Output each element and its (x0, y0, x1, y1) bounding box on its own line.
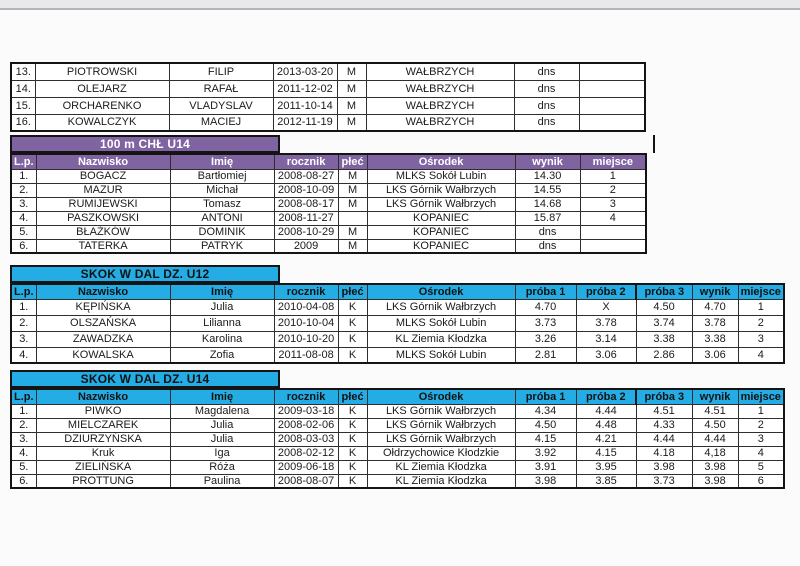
table-cell: 5 (738, 460, 784, 474)
table-row (11, 80, 645, 97)
table-cell: M (337, 63, 366, 80)
column-header: próba 3 (636, 389, 692, 404)
table-cell (579, 114, 645, 131)
table-cell: OLEJARZ (35, 80, 169, 97)
table-cell: ZIELIŃSKA (36, 460, 170, 474)
table-cell: 4.15 (515, 432, 576, 446)
table-cell: LKS Górnik Wałbrzych (367, 418, 515, 432)
table-cell: 2 (738, 315, 784, 331)
table-cell: KOPANIEC (367, 239, 515, 253)
table-row (11, 197, 646, 211)
column-header: próba 2 (576, 284, 636, 299)
table-title: SKOK W DAL DZ. U14 (10, 370, 280, 388)
table-cell: 2 (580, 183, 646, 197)
table-cell: 2. (11, 418, 36, 432)
table-cell: 14.30 (515, 169, 580, 183)
table-cell: 1 (738, 404, 784, 418)
table-cell: 3.85 (576, 474, 636, 488)
table-block-100m-chl-u14 (10, 135, 800, 254)
table-cell: 2008-10-29 (274, 225, 338, 239)
table-cell: LKS Górnik Wałbrzych (367, 432, 515, 446)
table-cell (579, 63, 645, 80)
table-cell: 4.44 (636, 432, 692, 446)
table-cell: K (338, 404, 367, 418)
table-cell: 3.98 (692, 460, 738, 474)
table-cell: 3. (11, 331, 36, 347)
table-cell: 3.98 (515, 474, 576, 488)
results-table-continuation (10, 62, 646, 132)
table-cell: 4.44 (576, 404, 636, 418)
table-cell: LKS Górnik Wałbrzych (367, 197, 515, 211)
column-header: Nazwisko (36, 389, 170, 404)
table-cell: KOWALCZYK (35, 114, 169, 131)
table-cell: Lilianna (170, 315, 274, 331)
table-cell: 2008-08-27 (274, 169, 338, 183)
table-cell: 4.34 (515, 404, 576, 418)
table-cell: Ołdrzychowice Kłodzkie (367, 446, 515, 460)
table-cell: 4 (580, 211, 646, 225)
column-header: próba 1 (515, 284, 576, 299)
table-cell: WAŁBRZYCH (366, 80, 514, 97)
table-cell: 3.74 (636, 315, 692, 331)
table-cell: 2011-12-02 (273, 80, 337, 97)
table-row (11, 169, 646, 183)
table-cell: 6 (738, 474, 784, 488)
table-cell: KL Ziemia Kłodzka (367, 460, 515, 474)
table-cell: 2010-10-20 (274, 331, 338, 347)
table-row (11, 239, 646, 253)
table-cell: TATERKA (36, 239, 170, 253)
table-cell: 4.51 (636, 404, 692, 418)
table-cell: 3.26 (515, 331, 576, 347)
table-cell: 2008-10-09 (274, 183, 338, 197)
table-row (11, 225, 646, 239)
table-cell: MAZUR (36, 183, 170, 197)
table-row (11, 347, 784, 363)
table-cell: 3.38 (636, 331, 692, 347)
table-cell: 2008-03-03 (274, 432, 338, 446)
table-cell: KOPANIEC (367, 225, 515, 239)
table-cell: 3.78 (692, 315, 738, 331)
table-cell: 2.86 (636, 347, 692, 363)
table-cell (338, 211, 367, 225)
table-row (11, 432, 784, 446)
column-header: Ośrodek (367, 389, 515, 404)
table-cell: PATRYK (170, 239, 274, 253)
table-row (11, 331, 784, 347)
table-cell (580, 239, 646, 253)
table-cell: Iga (170, 446, 274, 460)
table-cell: Róża (170, 460, 274, 474)
table-cell: Kruk (36, 446, 170, 460)
column-header: płeć (338, 154, 367, 169)
table-cell: 6. (11, 239, 36, 253)
table-right-border-line (653, 135, 655, 153)
table-cell: 2010-04-08 (274, 299, 338, 315)
table-cell: 1 (738, 299, 784, 315)
table-cell: 5. (11, 225, 36, 239)
table-cell: 3.73 (515, 315, 576, 331)
table-cell: MACIEJ (169, 114, 273, 131)
table-cell: 3.98 (692, 474, 738, 488)
table-title: 100 m CHŁ U14 (10, 135, 280, 153)
table-cell: 2008-08-17 (274, 197, 338, 211)
table-cell: 4 (738, 446, 784, 460)
table-cell: 2011-10-14 (273, 97, 337, 114)
column-header: miejsce (738, 284, 784, 299)
column-header: Ośrodek (367, 284, 515, 299)
table-cell: 1. (11, 169, 36, 183)
table-cell: 3.73 (636, 474, 692, 488)
table-cell: 3.95 (576, 460, 636, 474)
results-table-100m-chl-u14 (10, 153, 647, 254)
table-cell: WAŁBRZYCH (366, 63, 514, 80)
table-cell: K (338, 315, 367, 331)
table-cell: 3.98 (636, 460, 692, 474)
table-cell: K (338, 460, 367, 474)
table-cell: 2008-02-06 (274, 418, 338, 432)
table-cell: 2010-10-04 (274, 315, 338, 331)
table-cell: 4.70 (515, 299, 576, 315)
table-cell: M (338, 225, 367, 239)
table-cell: K (338, 299, 367, 315)
table-cell: 3.06 (692, 347, 738, 363)
table-cell: VLADYSLAV (169, 97, 273, 114)
table-cell: KL Ziemia Kłodzka (367, 474, 515, 488)
column-header: płeć (338, 284, 367, 299)
table-cell: 4.51 (692, 404, 738, 418)
column-header: L.p. (11, 389, 36, 404)
window-top-edge (0, 0, 800, 10)
table-cell: dns (515, 239, 580, 253)
table-cell: 4.21 (576, 432, 636, 446)
table-row (11, 315, 784, 331)
table-cell: OLSZAŃSKA (36, 315, 170, 331)
table-cell: BŁAŻKÓW (36, 225, 170, 239)
column-header: Imię (170, 389, 274, 404)
column-header: L.p. (11, 154, 36, 169)
table-row (11, 404, 784, 418)
results-table-skok-w-dal-dz-u14 (10, 388, 785, 489)
table-cell: 2009-06-18 (274, 460, 338, 474)
table-cell: dns (514, 97, 579, 114)
table-cell: 1. (11, 299, 36, 315)
column-header: wynik (515, 154, 580, 169)
table-cell: dns (514, 63, 579, 80)
table-cell: K (338, 418, 367, 432)
table-cell: PROTTUNG (36, 474, 170, 488)
table-cell: MLKS Sokół Lubin (367, 315, 515, 331)
table-cell: 4 (738, 347, 784, 363)
table-cell: 4. (11, 347, 36, 363)
table-cell: 2011-08-08 (274, 347, 338, 363)
table-cell: 3 (738, 432, 784, 446)
table-cell: 4.50 (636, 299, 692, 315)
table-cell: 14. (11, 80, 35, 97)
table-cell: 2.81 (515, 347, 576, 363)
table-cell: ZAWADZKA (36, 331, 170, 347)
table-cell: 14.55 (515, 183, 580, 197)
table-cell: 5. (11, 460, 36, 474)
table-cell: 4.33 (636, 418, 692, 432)
column-header: Imię (170, 154, 274, 169)
table-cell: Zofia (170, 347, 274, 363)
column-header: próba 1 (515, 389, 576, 404)
table-cell: 4. (11, 211, 36, 225)
table-cell: 3.38 (692, 331, 738, 347)
table-block-continuation (10, 62, 800, 132)
table-cell: 4.50 (692, 418, 738, 432)
table-cell: Julia (170, 418, 274, 432)
table-cell: K (338, 432, 367, 446)
column-header: Ośrodek (367, 154, 515, 169)
table-cell: 4.70 (692, 299, 738, 315)
table-cell: 3.06 (576, 347, 636, 363)
column-header: wynik (692, 389, 738, 404)
table-block-skok-w-dal-dz-u12 (10, 265, 800, 364)
table-cell: 2008-11-27 (274, 211, 338, 225)
table-cell: RAFAŁ (169, 80, 273, 97)
table-cell: WAŁBRZYCH (366, 114, 514, 131)
table-cell: 3.91 (515, 460, 576, 474)
table-cell: ANTONI (170, 211, 274, 225)
column-header: próba 2 (576, 389, 636, 404)
table-cell: 4.50 (515, 418, 576, 432)
table-row (11, 211, 646, 225)
table-cell: KL Ziemia Kłodzka (367, 331, 515, 347)
table-cell: 14.68 (515, 197, 580, 211)
table-header-row (11, 284, 784, 299)
table-cell: M (338, 169, 367, 183)
table-cell: dns (515, 225, 580, 239)
table-cell: 2008-02-12 (274, 446, 338, 460)
column-header: rocznik (274, 154, 338, 169)
table-cell: Paulina (170, 474, 274, 488)
table-cell: PIOTROWSKI (35, 63, 169, 80)
column-header: miejsce (738, 389, 784, 404)
table-cell: 2012-11-19 (273, 114, 337, 131)
table-cell: LKS Górnik Wałbrzych (367, 183, 515, 197)
table-cell: 3 (580, 197, 646, 211)
table-cell: M (338, 239, 367, 253)
table-row (11, 446, 784, 460)
table-cell: KOWALSKA (36, 347, 170, 363)
column-header: L.p. (11, 284, 36, 299)
table-cell: 15.87 (515, 211, 580, 225)
table-cell: MLKS Sokół Lubin (367, 169, 515, 183)
table-cell: 2 (738, 418, 784, 432)
table-row (11, 63, 645, 80)
column-header: rocznik (274, 284, 338, 299)
column-header: rocznik (274, 389, 338, 404)
table-cell: M (338, 197, 367, 211)
table-cell: 16. (11, 114, 35, 131)
table-cell: 3. (11, 432, 36, 446)
table-cell: KĘPIŃSKA (36, 299, 170, 315)
results-table-skok-w-dal-dz-u12 (10, 283, 785, 364)
table-row (11, 183, 646, 197)
table-cell: DOMINIK (170, 225, 274, 239)
table-cell: RUMIJEWSKI (36, 197, 170, 211)
table-row (11, 97, 645, 114)
table-cell: 6. (11, 474, 36, 488)
table-cell: 1 (580, 169, 646, 183)
table-cell: Julia (170, 432, 274, 446)
table-cell: 1. (11, 404, 36, 418)
table-title: SKOK W DAL DZ. U12 (10, 265, 280, 283)
table-cell: 3.78 (576, 315, 636, 331)
table-cell: FILIP (169, 63, 273, 80)
table-cell: 2009 (274, 239, 338, 253)
table-cell: 2013-03-20 (273, 63, 337, 80)
table-cell: KOPANIEC (367, 211, 515, 225)
table-cell: X (576, 299, 636, 315)
table-cell: 13. (11, 63, 35, 80)
table-cell: 2. (11, 183, 36, 197)
table-cell: M (338, 183, 367, 197)
table-cell: 3.14 (576, 331, 636, 347)
table-cell: LKS Górnik Wałbrzych (367, 299, 515, 315)
table-cell: K (338, 331, 367, 347)
table-cell: MLKS Sokół Lubin (367, 347, 515, 363)
table-cell: LKS Górnik Wałbrzych (367, 404, 515, 418)
table-cell: 4.44 (692, 432, 738, 446)
table-row (11, 460, 784, 474)
table-cell: 4. (11, 446, 36, 460)
table-cell: 4.15 (576, 446, 636, 460)
table-cell: Bartłomiej (170, 169, 274, 183)
column-header: Nazwisko (36, 284, 170, 299)
table-cell: 4.48 (576, 418, 636, 432)
table-cell: Tomasz (170, 197, 274, 211)
table-cell: PASZKOWSKI (36, 211, 170, 225)
table-cell: 15. (11, 97, 35, 114)
column-header: Nazwisko (36, 154, 170, 169)
column-header: wynik (692, 284, 738, 299)
table-cell: Magdalena (170, 404, 274, 418)
table-row (11, 474, 784, 488)
column-header: próba 3 (636, 284, 692, 299)
table-block-skok-w-dal-dz-u14 (10, 370, 800, 489)
table-cell: BOGACZ (36, 169, 170, 183)
table-row (11, 114, 645, 131)
table-cell: PIWKO (36, 404, 170, 418)
table-cell: M (337, 80, 366, 97)
table-cell: 2009-03-18 (274, 404, 338, 418)
table-cell: Karolina (170, 331, 274, 347)
table-cell (579, 97, 645, 114)
table-cell: 3. (11, 197, 36, 211)
table-cell: M (337, 97, 366, 114)
table-cell: M (337, 114, 366, 131)
table-cell: Michał (170, 183, 274, 197)
spreadsheet-scan (0, 62, 800, 489)
table-row (11, 418, 784, 432)
table-cell: dns (514, 80, 579, 97)
column-header: miejsce (580, 154, 646, 169)
table-row (11, 299, 784, 315)
table-header-row (11, 389, 784, 404)
table-cell: dns (514, 114, 579, 131)
table-cell: 2008-08-07 (274, 474, 338, 488)
column-header: płeć (338, 389, 367, 404)
table-cell: 3 (738, 331, 784, 347)
table-cell (579, 80, 645, 97)
table-cell: K (338, 347, 367, 363)
table-cell: 4,18 (692, 446, 738, 460)
table-cell: MIELCZAREK (36, 418, 170, 432)
table-cell: WAŁBRZYCH (366, 97, 514, 114)
table-cell (580, 225, 646, 239)
table-cell: K (338, 474, 367, 488)
table-cell: 3.92 (515, 446, 576, 460)
table-cell: K (338, 446, 367, 460)
table-cell: DZIURZYŃSKA (36, 432, 170, 446)
table-cell: 4.18 (636, 446, 692, 460)
column-header: Imię (170, 284, 274, 299)
table-header-row (11, 154, 646, 169)
table-cell: ORCHARENKO (35, 97, 169, 114)
table-cell: 2. (11, 315, 36, 331)
table-cell: Julia (170, 299, 274, 315)
